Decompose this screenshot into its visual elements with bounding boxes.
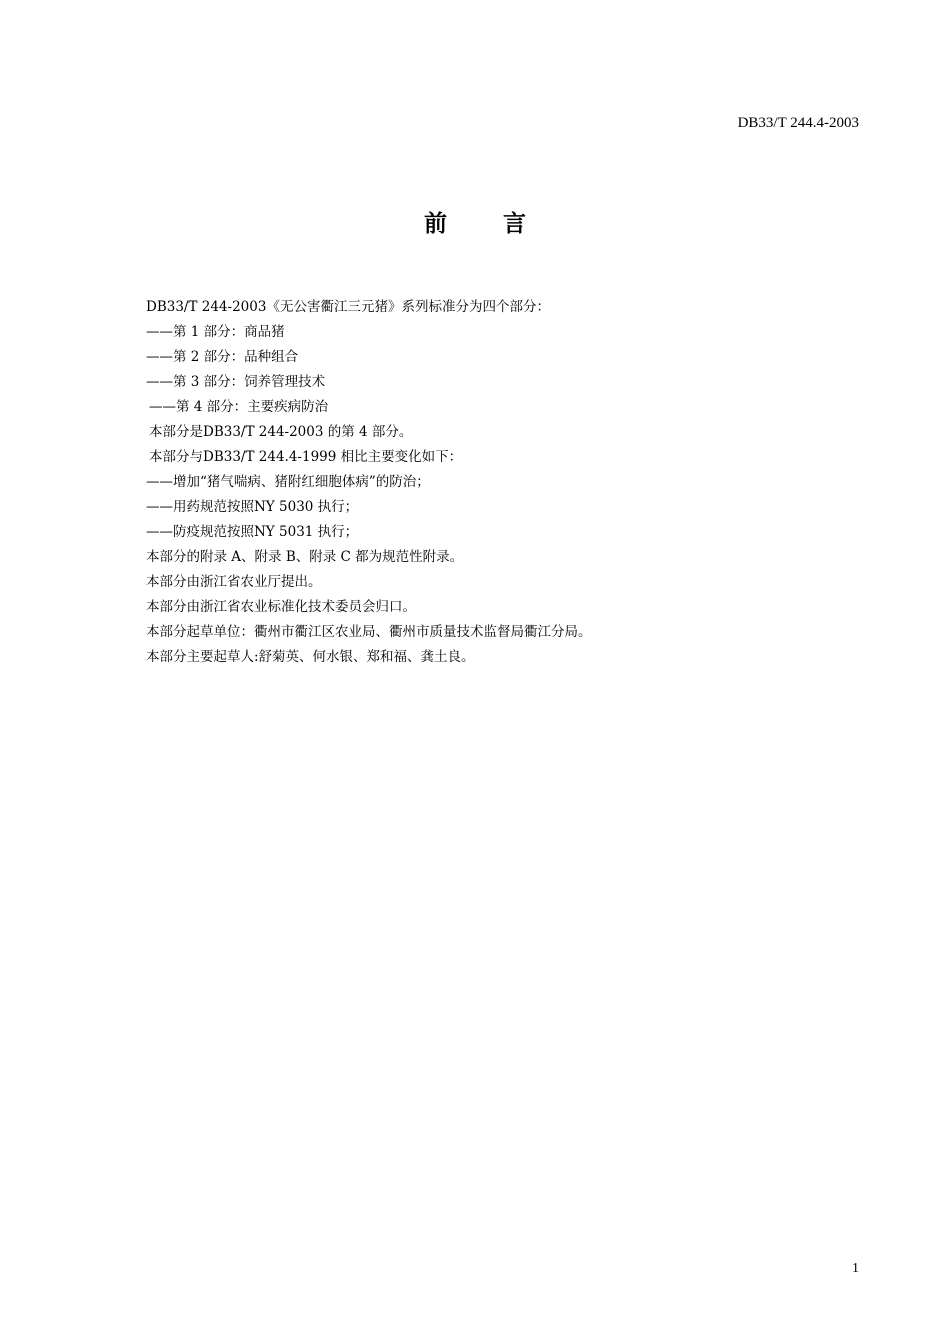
body-line-changes: 本部分与DB33/T 244.4-1999 相比主要变化如下： — [149, 449, 463, 465]
foreword-body — [146, 295, 866, 670]
list-item-change-2: ——用药规范按照NY 5030 执行； — [146, 499, 359, 515]
body-line-scope: 本部分是DB33/T 244-2003 的第 4 部分。 — [149, 424, 413, 440]
body-line-annexes: 本部分的附录 A、附录 B、附录 C 都为规范性附录。 — [146, 549, 464, 565]
page-number: 1 — [852, 1261, 859, 1276]
list-item-part-4: ——第 4 部分：主要疾病防治 — [149, 399, 329, 415]
page-title: 前言 — [424, 211, 582, 237]
list-item-part-1: ——第 1 部分：商品猪 — [146, 324, 285, 340]
list-item-change-3: ——防疫规范按照NY 5031 执行； — [146, 524, 359, 540]
body-line-proposed-by: 本部分由浙江省农业厅提出。 — [146, 574, 322, 590]
body-line-intro: DB33/T 244-2003《无公害衢江三元猪》系列标准分为四个部分： — [146, 299, 550, 315]
body-line-centralized-by: 本部分由浙江省农业标准化技术委员会归口。 — [146, 599, 416, 615]
body-line-drafters: 本部分主要起草人:舒菊英、何水银、郑和福、龚土良。 — [146, 649, 475, 665]
list-item-change-1: ——增加“猪气喘病、猪附红细胞体病”的防治； — [146, 474, 430, 490]
list-item-part-3: ——第 3 部分：饲养管理技术 — [146, 374, 326, 390]
body-line-drafting-units: 本部分起草单位：衢州市衢江区农业局、衢州市质量技术监督局衢江分局。 — [146, 624, 592, 640]
document-code: DB33/T 244.4-2003 — [737, 115, 859, 131]
list-item-part-2: ——第 2 部分：品种组合 — [146, 349, 299, 365]
